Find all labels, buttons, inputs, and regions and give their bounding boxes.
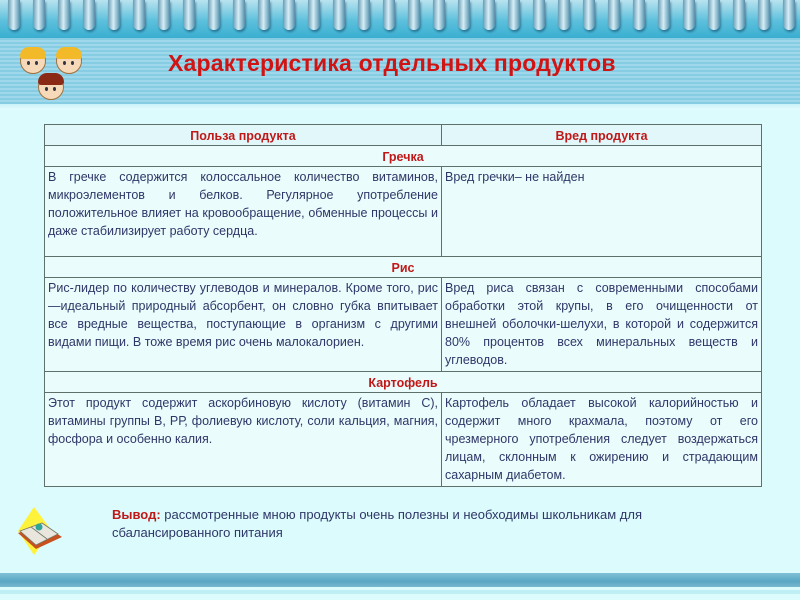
section-row: [45, 257, 762, 278]
open-book-icon: [14, 505, 66, 557]
spiral-ring: [683, 0, 695, 30]
spiral-ring: [333, 0, 345, 30]
bottom-band: [0, 573, 800, 587]
spiral-ring: [658, 0, 670, 30]
spiral-ring: [183, 0, 195, 30]
spiral-ring: [58, 0, 70, 30]
spiral-ring: [8, 0, 20, 30]
spiral-ring: [783, 0, 795, 30]
spiral-ring: [408, 0, 420, 30]
spiral-ring: [158, 0, 170, 30]
spiral-ring: [358, 0, 370, 30]
table-row: [45, 393, 762, 487]
spiral-ring: [758, 0, 770, 30]
spiral-ring: [608, 0, 620, 30]
spiral-ring: [458, 0, 470, 30]
product-name-ris: Рис: [45, 257, 762, 278]
product-comparison-table: [44, 124, 762, 487]
benefit-cell: Этот продукт содержит аскорбиновую кислоту (витамин С), витамины группы В, РР, фолиевую кислоту, соли кальция, магния, фосфора и особенно калия.: [45, 393, 442, 487]
product-name-kartofel: Картофель: [45, 372, 762, 393]
spiral-ring: [508, 0, 520, 30]
spiral-ring: [708, 0, 720, 30]
spiral-ring: [233, 0, 245, 30]
conclusion-text: [112, 506, 762, 542]
children-faces-icon: [18, 46, 94, 106]
spiral-ring: [308, 0, 320, 30]
spiral-binding: [0, 0, 800, 38]
spiral-ring: [483, 0, 495, 30]
spiral-ring: [83, 0, 95, 30]
conclusion-label: Вывод:: [112, 507, 161, 522]
spiral-ring: [583, 0, 595, 30]
spiral-ring: [633, 0, 645, 30]
spiral-ring: [383, 0, 395, 30]
section-row: [45, 372, 762, 393]
spiral-ring: [133, 0, 145, 30]
benefit-cell: Рис-лидер по количеству углеводов и минералов. Кроме того, рис—идеальный природный абсорбент, он словно губка впитывает все вредные вещества, поступающие в организм с другими видами пищи. В тоже время рис очень малокалориен.: [45, 278, 442, 372]
harm-cell: Вред риса связан с современными способами обработки этой крупы, в его очищенности от внешней оболочки-шелухи, в которой и содержится 80% процентов всех минеральных веществ и углеводов.: [442, 278, 762, 372]
benefit-cell: В гречке содержится колоссальное количество витаминов, микроэлементов и белков. Регулярное употребление положительное влияет на кровообращение, обменные процессы и даже стабилизирует работу сердца.: [45, 167, 442, 257]
harm-cell: Вред гречки– не найден: [442, 167, 762, 257]
spiral-ring: [533, 0, 545, 30]
product-name-grechka: Гречка: [45, 146, 762, 167]
table-row: [45, 278, 762, 372]
spiral-ring: [258, 0, 270, 30]
bottom-band-edge: [0, 590, 800, 594]
spiral-ring: [733, 0, 745, 30]
table-header-row: [45, 125, 762, 146]
header-benefit: Польза продукта: [45, 125, 442, 146]
harm-cell: Картофель обладает высокой калорийностью и содержит много крахмала, поэтому от его чрезмерного употребления следует воздержаться лицам, склонным к ожирению и страдающим сахарным диабетом.: [442, 393, 762, 487]
section-row: [45, 146, 762, 167]
page-title: Характеристика отдельных продуктов: [168, 50, 616, 76]
title-band-edge: [0, 104, 800, 110]
spiral-ring: [558, 0, 570, 30]
spiral-ring: [33, 0, 45, 30]
spiral-ring: [433, 0, 445, 30]
table-row: [45, 167, 762, 257]
conclusion-body: рассмотренные мною продукты очень полезны и необходимы школьникам для сбалансированного питания: [112, 507, 642, 540]
header-harm: Вред продукта: [442, 125, 762, 146]
spiral-ring: [283, 0, 295, 30]
spiral-ring: [208, 0, 220, 30]
spiral-ring: [108, 0, 120, 30]
